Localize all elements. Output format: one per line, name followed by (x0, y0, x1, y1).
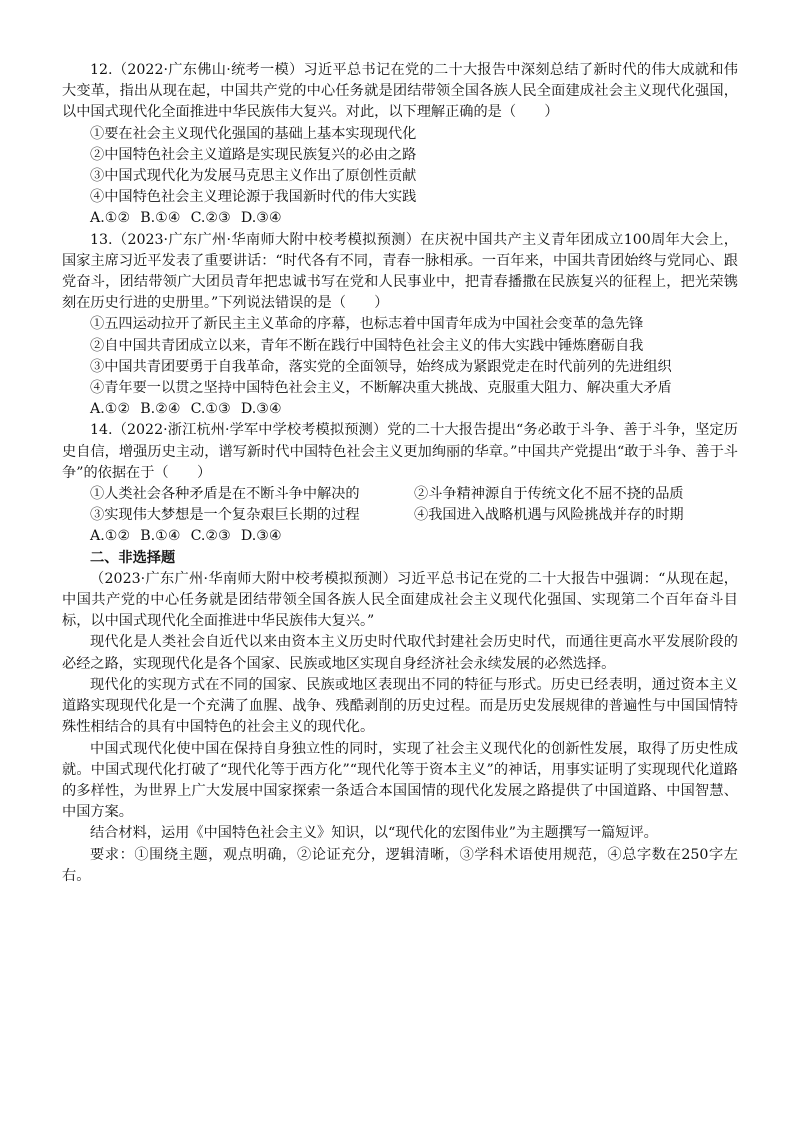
question-13-option-4: ④青年要一以贯之坚持中国特色社会主义，不断解决重大挑战、克服重大阻力、解决重大矛盾 (90, 380, 672, 397)
essay-requirements: 要求：①围绕主题，观点明确，②论证充分，逻辑清晰，③学科术语使用规范，④总字数在250字左右。 (62, 846, 738, 884)
question-12-answers (62, 208, 738, 229)
question-14-option-3: ③实现伟大梦想是一个复杂艰巨长期的过程 (90, 507, 360, 524)
answer-b: B.①④ (140, 528, 181, 545)
question-13-answers (62, 399, 738, 420)
answer-c: C.②③ (190, 528, 231, 545)
answer-d: D.③④ (240, 528, 282, 545)
answer-b: B.②④ (140, 401, 181, 418)
essay-task: 结合材料，运用《中国特色社会主义》知识，以“现代化的宏图伟业”为主题撰写一篇短评。 (90, 825, 658, 842)
answer-c: C.①③ (190, 401, 231, 418)
answer-a: A.①② (90, 401, 131, 418)
question-13-option-2: ②自中国共青团成立以来，青年不断在践行中国特色社会主义的伟大实践中锤炼磨砺自我 (90, 337, 644, 354)
essay-intro: （2023·广东广州·华南师大附中校考模拟预测）习近平总书记在党的二十大报告中强调：“从现在起，中国共产党的中心任务就是团结带领全国各族人民全面建成社会主义现代化强国、实现第二个百年奋斗目标，以中国式现代化全面推进中华民族伟大复兴。” (62, 570, 738, 630)
document-page (62, 60, 738, 887)
answer-a: A.①② (90, 528, 131, 545)
question-12-option-2: ②中国特色社会主义道路是实现民族复兴的必由之路 (90, 146, 417, 163)
essay-paragraph-2: 现代化的实现方式在不同的国家、民族或地区表现出不同的特征与形式。历史已经表明，通过资本主义道路实现现代化是一个充满了血腥、战争、残酷剥削的历史过程。而是历史发展规律的普遍性与中国国情特殊性相结合的具有中国特色的社会主义的现代化。 (62, 676, 738, 736)
answer-d: D.③④ (240, 210, 282, 227)
question-12-stem: 12.（2022·广东佛山·统考一模）习近平总书记在党的二十大报告中深刻总结了新时代的伟大成就和伟大变革，指出从现在起，中国共产党的中心任务就是团结带领全国各族人民全面建成社会主义现代化强国，以中国式现代化全面推进中华民族伟大复兴。对此，以下理解正确的是（ ） (62, 62, 738, 121)
question-14-option-4: ④我国进入战略机遇与风险挑战并存的时期 (414, 507, 684, 524)
answer-a: A.①② (90, 210, 131, 227)
question-12-option-4: ④中国特色社会主义理论源于我国新时代的伟大实践 (90, 189, 417, 206)
question-13-stem: 13.（2023·广东广州·华南师大附中校考模拟预测）在庆祝中国共产主义青年团成立100周年大会上，国家主席习近平发表了重要讲话：“时代各有不同，青春一脉相承。一百年来，中国共青团始终与党同心、跟党奋斗，团结带领广大团员青年把忠诚书写在党和人民事业中，把青春播撒在民族复兴的征程上，把光荣镌刻在历史行进的史册里。”下列说法错误的是（ ） (62, 231, 738, 312)
answer-c: C.②③ (190, 210, 231, 227)
answer-d: D.③④ (240, 401, 282, 418)
question-14-options-row-2 (62, 505, 738, 526)
question-13-option-3: ③中国共青团要勇于自我革命，落实党的全面领导，始终成为紧跟党走在时代前列的先进组织 (90, 358, 672, 375)
essay-paragraph-1: 现代化是人类社会自近代以来由资本主义历史时代取代封建社会历史时代，而通往更高水平发展阶段的必经之路，实现现代化是各个国家、民族或地区实现自身经济社会永续发展的必然选择。 (62, 634, 738, 672)
essay-paragraph-3: 中国式现代化使中国在保持自身独立性的同时，实现了社会主义现代化的创新性发展，取得了历史性成就。中国式现代化打破了“现代化等于西方化”“现代化等于资本主义”的神话，用事实证明了实现现代化道路的多样性，为世界上广大发展中国家探索一条适合本国国情的现代化发展之路提供了中国道路、中国智慧、中国方案。 (62, 740, 738, 821)
question-14-stem: 14.（2022·浙江杭州·学军中学校考模拟预测）党的二十大报告提出“务必敢于斗争、善于斗争，坚定历史自信，增强历史主动，谱写新时代中国特色社会主义更加绚丽的华章。”中国共产党提出“敢于斗争、善于斗争”的依据在于（ ） (62, 422, 738, 481)
section-heading: 二、非选择题 (90, 549, 176, 566)
question-12-option-3: ③中国式现代化为发展马克思主义作出了原创性贡献 (90, 168, 417, 185)
question-12-option-1: ①要在社会主义现代化强国的基础上基本实现现代化 (90, 125, 417, 142)
question-13-option-1: ①五四运动拉开了新民主主义革命的序幕，也标志着中国青年成为中国社会变革的急先锋 (90, 316, 644, 333)
question-14-option-2: ②斗争精神源自于传统文化不屈不挠的品质 (414, 486, 684, 503)
question-14-option-1: ①人类社会各种矛盾是在不断斗争中解决的 (90, 486, 360, 503)
answer-b: B.①④ (140, 210, 181, 227)
question-14-answers (62, 526, 738, 547)
question-14-options-row-1 (62, 484, 738, 505)
